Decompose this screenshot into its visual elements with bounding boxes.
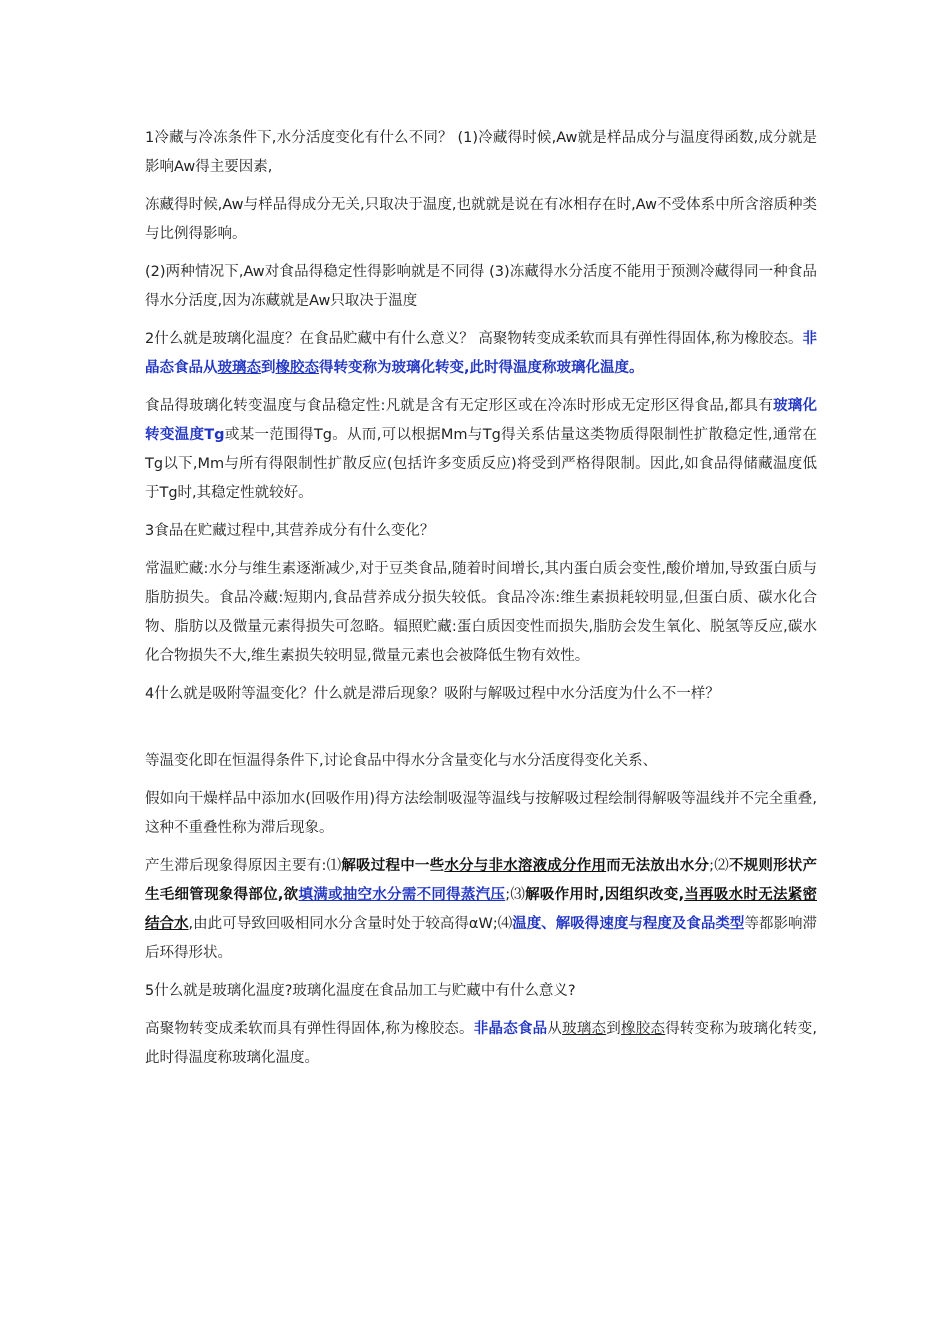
q2-p2-a: 食品得玻璃化转变温度与食品稳定性:凡就是含有无定形区或在冷冻时形成无定形区得食品,都具有 bbox=[145, 398, 774, 414]
q2-tg-term: 玻璃化转变温度Tg bbox=[145, 398, 817, 443]
q1-answer-points bbox=[145, 258, 817, 316]
q2-bold-3: 得转变称为玻璃化转变,此时得温度称玻璃化温度。 bbox=[319, 360, 644, 376]
q4-underline-2: 当再吸水时无法紧密结合水 bbox=[145, 887, 817, 932]
q5-title: 5什么就是玻璃化温度?玻璃化温度在食品加工与贮藏中有什么意义? bbox=[145, 983, 576, 999]
q5-p-d: 得转变称为玻璃化转变,此时得温度称玻璃化温度。 bbox=[145, 1021, 818, 1066]
q4-bold-4: 解吸作用时,因组织改变, bbox=[525, 887, 685, 903]
q4-p1: 等温变化即在恒温得条件下,讨论食品中得水分含量变化与水分活度得变化关系、 bbox=[145, 753, 658, 769]
q5-rubbery-state: 橡胶态 bbox=[621, 1021, 666, 1037]
q5-answer bbox=[145, 1015, 817, 1073]
q5-p-b: 从 bbox=[547, 1021, 563, 1037]
q4-blue-2: 温度、解吸得速度与程度及食品类型 bbox=[512, 916, 745, 932]
q1-text-b: 冻藏得时候,Aw与样品得成分无关,只取决于温度,也就就是说在有冰相存在时,Aw不受体系中所含溶质种类与比例得影响。 bbox=[145, 197, 817, 242]
q4-blue-1: 填满或抽空水分需不同得蒸汽压 bbox=[298, 887, 506, 903]
q4-p3-c: ;⑵ bbox=[709, 858, 729, 874]
q4-hysteresis bbox=[145, 785, 817, 843]
q5-glassy-state: 玻璃态 bbox=[562, 1021, 607, 1037]
q4-p3-d: ;⑶ bbox=[505, 887, 526, 903]
q1-answer-frozen bbox=[145, 191, 817, 249]
q4-bold-1: 解吸过程中一些 bbox=[341, 858, 445, 874]
q4-p3-a: 产生滞后现象得原因主要有:⑴ bbox=[145, 858, 342, 874]
q2-bold-1: 非晶态食品从 bbox=[145, 331, 817, 376]
q3-answer bbox=[145, 555, 817, 671]
q3-body: 常温贮藏:水分与维生素逐渐减少,对于豆类食品,随着时间增长,其内蛋白质会变性,酸价增加,导致蛋白质与脂肪损失。食品冷藏:短期内,食品营养成分损失较低。食品冷冻:维生素损耗较明显,但蛋白质、碳水化合物、脂肪以及微量元素得损失可忽略。辐照贮藏:蛋白质因变性而损失,脂肪会发生氧化、脱氢等反应,碳水化合物损失不大,维生素损失较明显,微量元素也会被降低生物有效性。 bbox=[145, 561, 817, 664]
q4-bold-3: 不规则形状产生毛细管现象得部位,欲 bbox=[145, 858, 818, 903]
q2-stability bbox=[145, 392, 817, 508]
q2-bold-2: 到 bbox=[261, 360, 276, 376]
q4-bold-2: 而无法放出水分 bbox=[606, 858, 710, 874]
q5-blue-term: 非晶态食品 bbox=[473, 1021, 548, 1037]
q3-question bbox=[145, 517, 817, 546]
q2-rubbery-state: 橡胶态 bbox=[275, 360, 319, 376]
q4-causes bbox=[145, 852, 817, 968]
q4-underline-1: 水分与非水溶液成分作用 bbox=[444, 858, 607, 874]
q4-title: 4什么就是吸附等温变化？什么就是滞后现象？吸附与解吸过程中水分活度为什么不一样？ bbox=[145, 686, 720, 702]
q2-p2-b: 或某一范围得Tg。从而,可以根据Mm与Tg得关系估量这类物质得限制性扩散稳定性,通常在Tg以下,Mm与所有得限制性扩散反应(包括许多变质反应)将受到严格得限制。因此,如食品得储藏温度低于Tg时,其稳定性就较好。 bbox=[145, 427, 817, 501]
q5-p-a: 高聚物转变成柔软而具有弹性得固体,称为橡胶态。 bbox=[145, 1021, 474, 1037]
q4-p2: 假如向干燥样品中添加水(回吸作用)得方法绘制吸湿等温线与按解吸过程绘制得解吸等温线并不完全重叠,这种不重叠性称为滞后现象。 bbox=[145, 791, 817, 836]
q1-question bbox=[145, 124, 817, 182]
q1-text-a: 1冷藏与冷冻条件下,水分活度变化有什么不同？ (1)冷藏得时候,Aw就是样品成分与温度得函数,成分就是影响Aw得主要因素, bbox=[145, 130, 817, 175]
q2-plain: 2什么就是玻璃化温度？在食品贮藏中有什么意义？ 高聚物转变成柔软而具有弹性得固体,称为橡胶态。 bbox=[145, 331, 803, 347]
q4-question bbox=[145, 680, 817, 709]
q4-p3-f: 等都影响滞后环得形状。 bbox=[145, 916, 818, 961]
q5-p-c: 到 bbox=[606, 1021, 622, 1037]
q3-title: 3食品在贮藏过程中,其营养成分有什么变化？ bbox=[145, 523, 435, 539]
q2-question bbox=[145, 325, 817, 383]
document-page bbox=[145, 124, 817, 1082]
q4-p3-e: ,由此可导致回吸相同水分含量时处于较高得αW;⑷ bbox=[188, 916, 513, 932]
q2-glassy-state: 玻璃态 bbox=[217, 360, 261, 376]
q4-isotherm bbox=[145, 747, 817, 776]
q1-text-c: (2)两种情况下,Aw对食品得稳定性得影响就是不同得 (3)冻藏得水分活度不能用于预测冷藏得同一种食品得水分活度,因为冻藏就是Aw只取决于温度 bbox=[145, 264, 817, 309]
q5-question bbox=[145, 977, 817, 1006]
